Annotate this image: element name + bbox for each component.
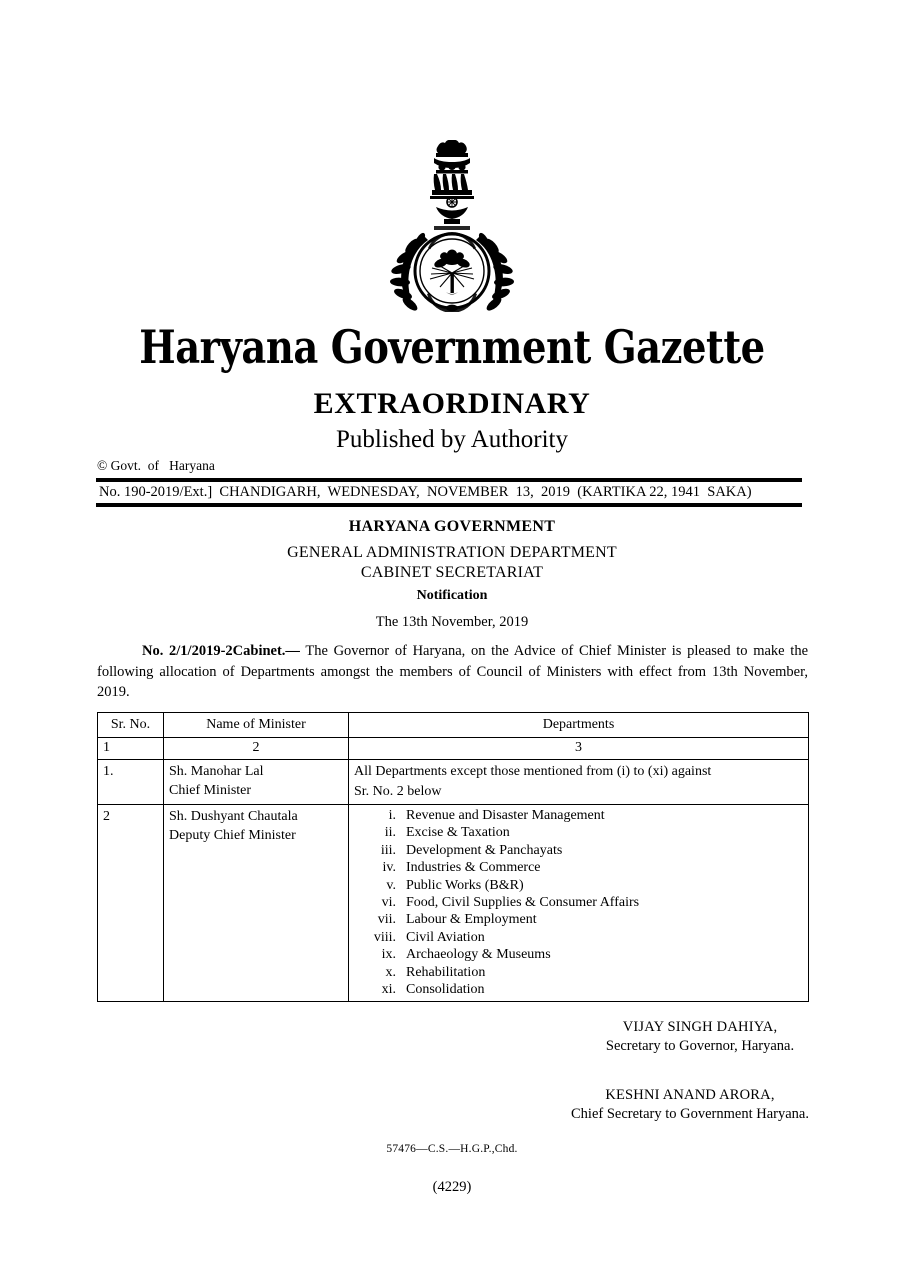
signatory-title: Secretary to Governor, Haryana. — [605, 1038, 795, 1054]
signature-block-chief-secretary — [530, 1086, 850, 1124]
department-name: Public Works (B&R) — [406, 877, 524, 893]
department-numeral: vi. — [381, 895, 396, 911]
issue-line: No. 190-2019/Ext.] CHANDIGARH, WEDNESDAY, NOVEMBER 13, 2019 (KARTIKA 22, 1941 SAKA) — [99, 484, 752, 500]
row-sr-no: 2 — [98, 805, 164, 1002]
signatory-name: VIJAY SINGH DAHIYA, — [622, 1019, 778, 1035]
department-numeral: ii. — [384, 825, 396, 841]
department-numeral: i. — [388, 808, 396, 823]
department-name: Archaeology & Museums — [406, 947, 551, 963]
government-heading: HARYANA GOVERNMENT — [348, 518, 556, 535]
issue-band — [96, 478, 802, 507]
extraordinary-label: EXTRAORDINARY — [313, 387, 591, 420]
row-minister — [164, 760, 349, 805]
minister-name: Sh. Dushyant Chautala — [169, 809, 298, 824]
table-column-number-row — [98, 738, 809, 760]
department-heading — [0, 543, 904, 582]
department-name: Civil Aviation — [406, 929, 485, 945]
department-list-item — [354, 946, 803, 963]
department-list-item — [354, 911, 803, 928]
department-list-item — [354, 877, 803, 894]
department-name: Consolidation — [406, 982, 485, 998]
minister-designation: Chief Minister — [169, 783, 252, 798]
department-list-item — [354, 807, 803, 824]
haryana-government-emblem-icon — [386, 140, 518, 312]
department-name: Food, Civil Supplies & Consumer Affairs — [406, 895, 640, 911]
column-header-departments: Departments — [349, 713, 809, 738]
department-numeral: xi. — [381, 982, 396, 998]
column-header-sr-no: Sr. No. — [98, 713, 164, 738]
published-by-authority-label: Published by Authority — [336, 426, 568, 453]
notification-date: The 13th November, 2019 — [375, 614, 529, 630]
department-numeral: x. — [385, 964, 396, 980]
column-header-minister-name: Name of Minister — [164, 713, 349, 738]
department-list-item — [354, 929, 803, 946]
signature-block-governor-secretary — [560, 1018, 840, 1056]
department-name: Labour & Employment — [406, 912, 537, 928]
department-list-item — [354, 842, 803, 859]
notification-heading: Notification — [416, 588, 488, 603]
department-numeral: viii. — [373, 929, 396, 945]
column-number-3: 3 — [349, 738, 809, 760]
department-numeral: vii. — [377, 912, 396, 928]
department-name: Rehabilitation — [406, 964, 486, 980]
department-name: Industries & Commerce — [406, 860, 541, 876]
departments-text-line-2: Sr. No. 2 below — [354, 783, 442, 799]
notification-number: No. 2/1/2019-2Cabinet.— — [142, 643, 300, 659]
gazette-title: Haryana Government Gazette — [139, 320, 765, 374]
department-list-item — [354, 964, 803, 981]
signatory-title: Chief Secretary to Government Haryana. — [571, 1106, 809, 1122]
signatory-name: KESHNI ANAND ARORA, — [605, 1087, 775, 1103]
row-departments — [349, 805, 809, 1002]
notification-paragraph — [97, 641, 808, 703]
department-allocation-table — [97, 712, 809, 1002]
minister-name: Sh. Manohar Lal — [169, 764, 264, 779]
table-header-row — [98, 713, 809, 738]
row-minister — [164, 805, 349, 1002]
department-name: GENERAL ADMINISTRATION DEPARTMENT — [287, 544, 617, 561]
print-code: 57476—C.S.—H.G.P.,Chd. — [386, 1143, 518, 1155]
emblem-container — [0, 140, 904, 312]
department-list-item — [354, 894, 803, 911]
department-name: Development & Panchayats — [406, 842, 563, 858]
table-row — [98, 805, 809, 1002]
column-number-2: 2 — [164, 738, 349, 760]
table-row — [98, 760, 809, 805]
departments-text-line-1: All Departments except those mentioned from (i) to (xi) against — [354, 764, 712, 779]
page-number: (4229) — [432, 1179, 472, 1195]
notification-body: The Governor of Haryana, on the Advice of Chief Minister is pleased to make the following allocation of Departments amongst the members of Council of Ministers with effect from 13th November, 2019. — [97, 643, 809, 700]
department-list-item — [354, 824, 803, 841]
department-list-item — [354, 859, 803, 876]
department-name: Revenue and Disaster Management — [406, 808, 605, 823]
department-list — [354, 807, 803, 998]
row-sr-no: 1. — [98, 760, 164, 805]
department-numeral: v. — [386, 877, 396, 893]
minister-designation: Deputy Chief Minister — [169, 828, 296, 843]
department-numeral: iii. — [380, 842, 396, 858]
copyright-line: © Govt. of Haryana — [97, 458, 215, 473]
column-number-1: 1 — [98, 738, 164, 760]
department-numeral: ix. — [381, 947, 396, 963]
row-departments — [349, 760, 809, 805]
department-numeral: iv. — [382, 860, 396, 876]
sub-department-name: CABINET SECRETARIAT — [360, 563, 544, 581]
departments-text — [354, 762, 803, 801]
department-list-item — [354, 981, 803, 998]
department-name: Excise & Taxation — [406, 825, 510, 841]
